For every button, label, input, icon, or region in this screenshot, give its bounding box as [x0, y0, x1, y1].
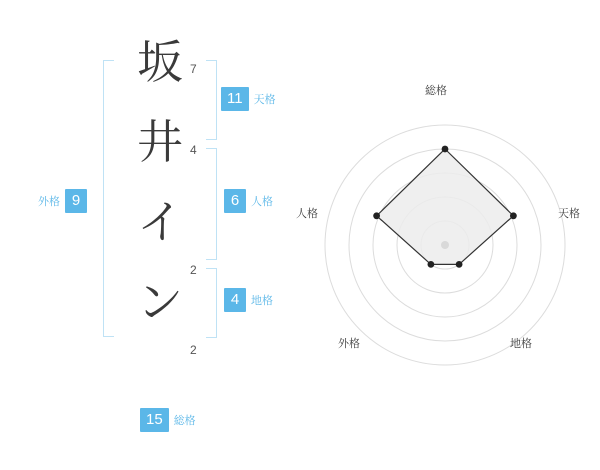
badge-gaikaku-value: 9: [65, 189, 87, 213]
badge-soukaku: [140, 408, 196, 432]
badge-tenkaku-value: 11: [221, 87, 249, 111]
radar-axis-label-tenkaku: 天格: [558, 208, 580, 220]
radar-series-soumei: [373, 146, 517, 268]
bracket-tenkaku: [206, 60, 217, 140]
radar-point-gaikaku: [428, 261, 435, 268]
badge-soukaku-value: 15: [140, 408, 169, 432]
stroke-count-1: 7: [190, 62, 197, 76]
badge-jinkaku: [224, 189, 273, 213]
badge-chikaku-value: 4: [224, 288, 246, 312]
bracket-chikaku: [206, 268, 217, 338]
badge-chikaku-label: 地格: [251, 295, 273, 307]
radar-point-chikaku: [456, 261, 463, 268]
name-characters: [128, 22, 192, 342]
stroke-count-3: 2: [190, 263, 197, 277]
radar-chart: [296, 85, 590, 390]
name-char-1: 坂: [137, 35, 183, 89]
badge-gaikaku: [38, 189, 87, 213]
badge-jinkaku-value: 6: [224, 189, 246, 213]
stroke-count-2: 4: [190, 143, 197, 157]
badge-chikaku: [224, 288, 273, 312]
radar-center-dot: [441, 241, 449, 249]
name-char-2: 井: [137, 115, 183, 169]
radar-axis-label-soukaku: 総格: [425, 85, 447, 97]
badge-tenkaku-label: 天格: [253, 94, 276, 106]
name-char-4: ン: [137, 275, 183, 329]
radar-point-soukaku: [442, 146, 449, 153]
badge-gaikaku-label: 外格: [38, 196, 60, 208]
badge-tenkaku: [221, 87, 276, 111]
radar-point-jinkaku: [373, 212, 380, 219]
badge-jinkaku-label: 人格: [251, 196, 273, 208]
radar-axis-label-chikaku: 地格: [510, 338, 532, 350]
radar-axis-label-jinkaku: 人格: [296, 208, 318, 220]
radar-point-tenkaku: [510, 212, 517, 219]
bracket-gaikaku: [103, 60, 114, 337]
radar-axis-label-gaikaku: 外格: [338, 338, 360, 350]
name-char-3: イ: [137, 195, 183, 249]
badge-soukaku-label: 総格: [173, 415, 196, 427]
bracket-jinkaku: [206, 148, 217, 260]
stroke-count-4: 2: [190, 343, 197, 357]
